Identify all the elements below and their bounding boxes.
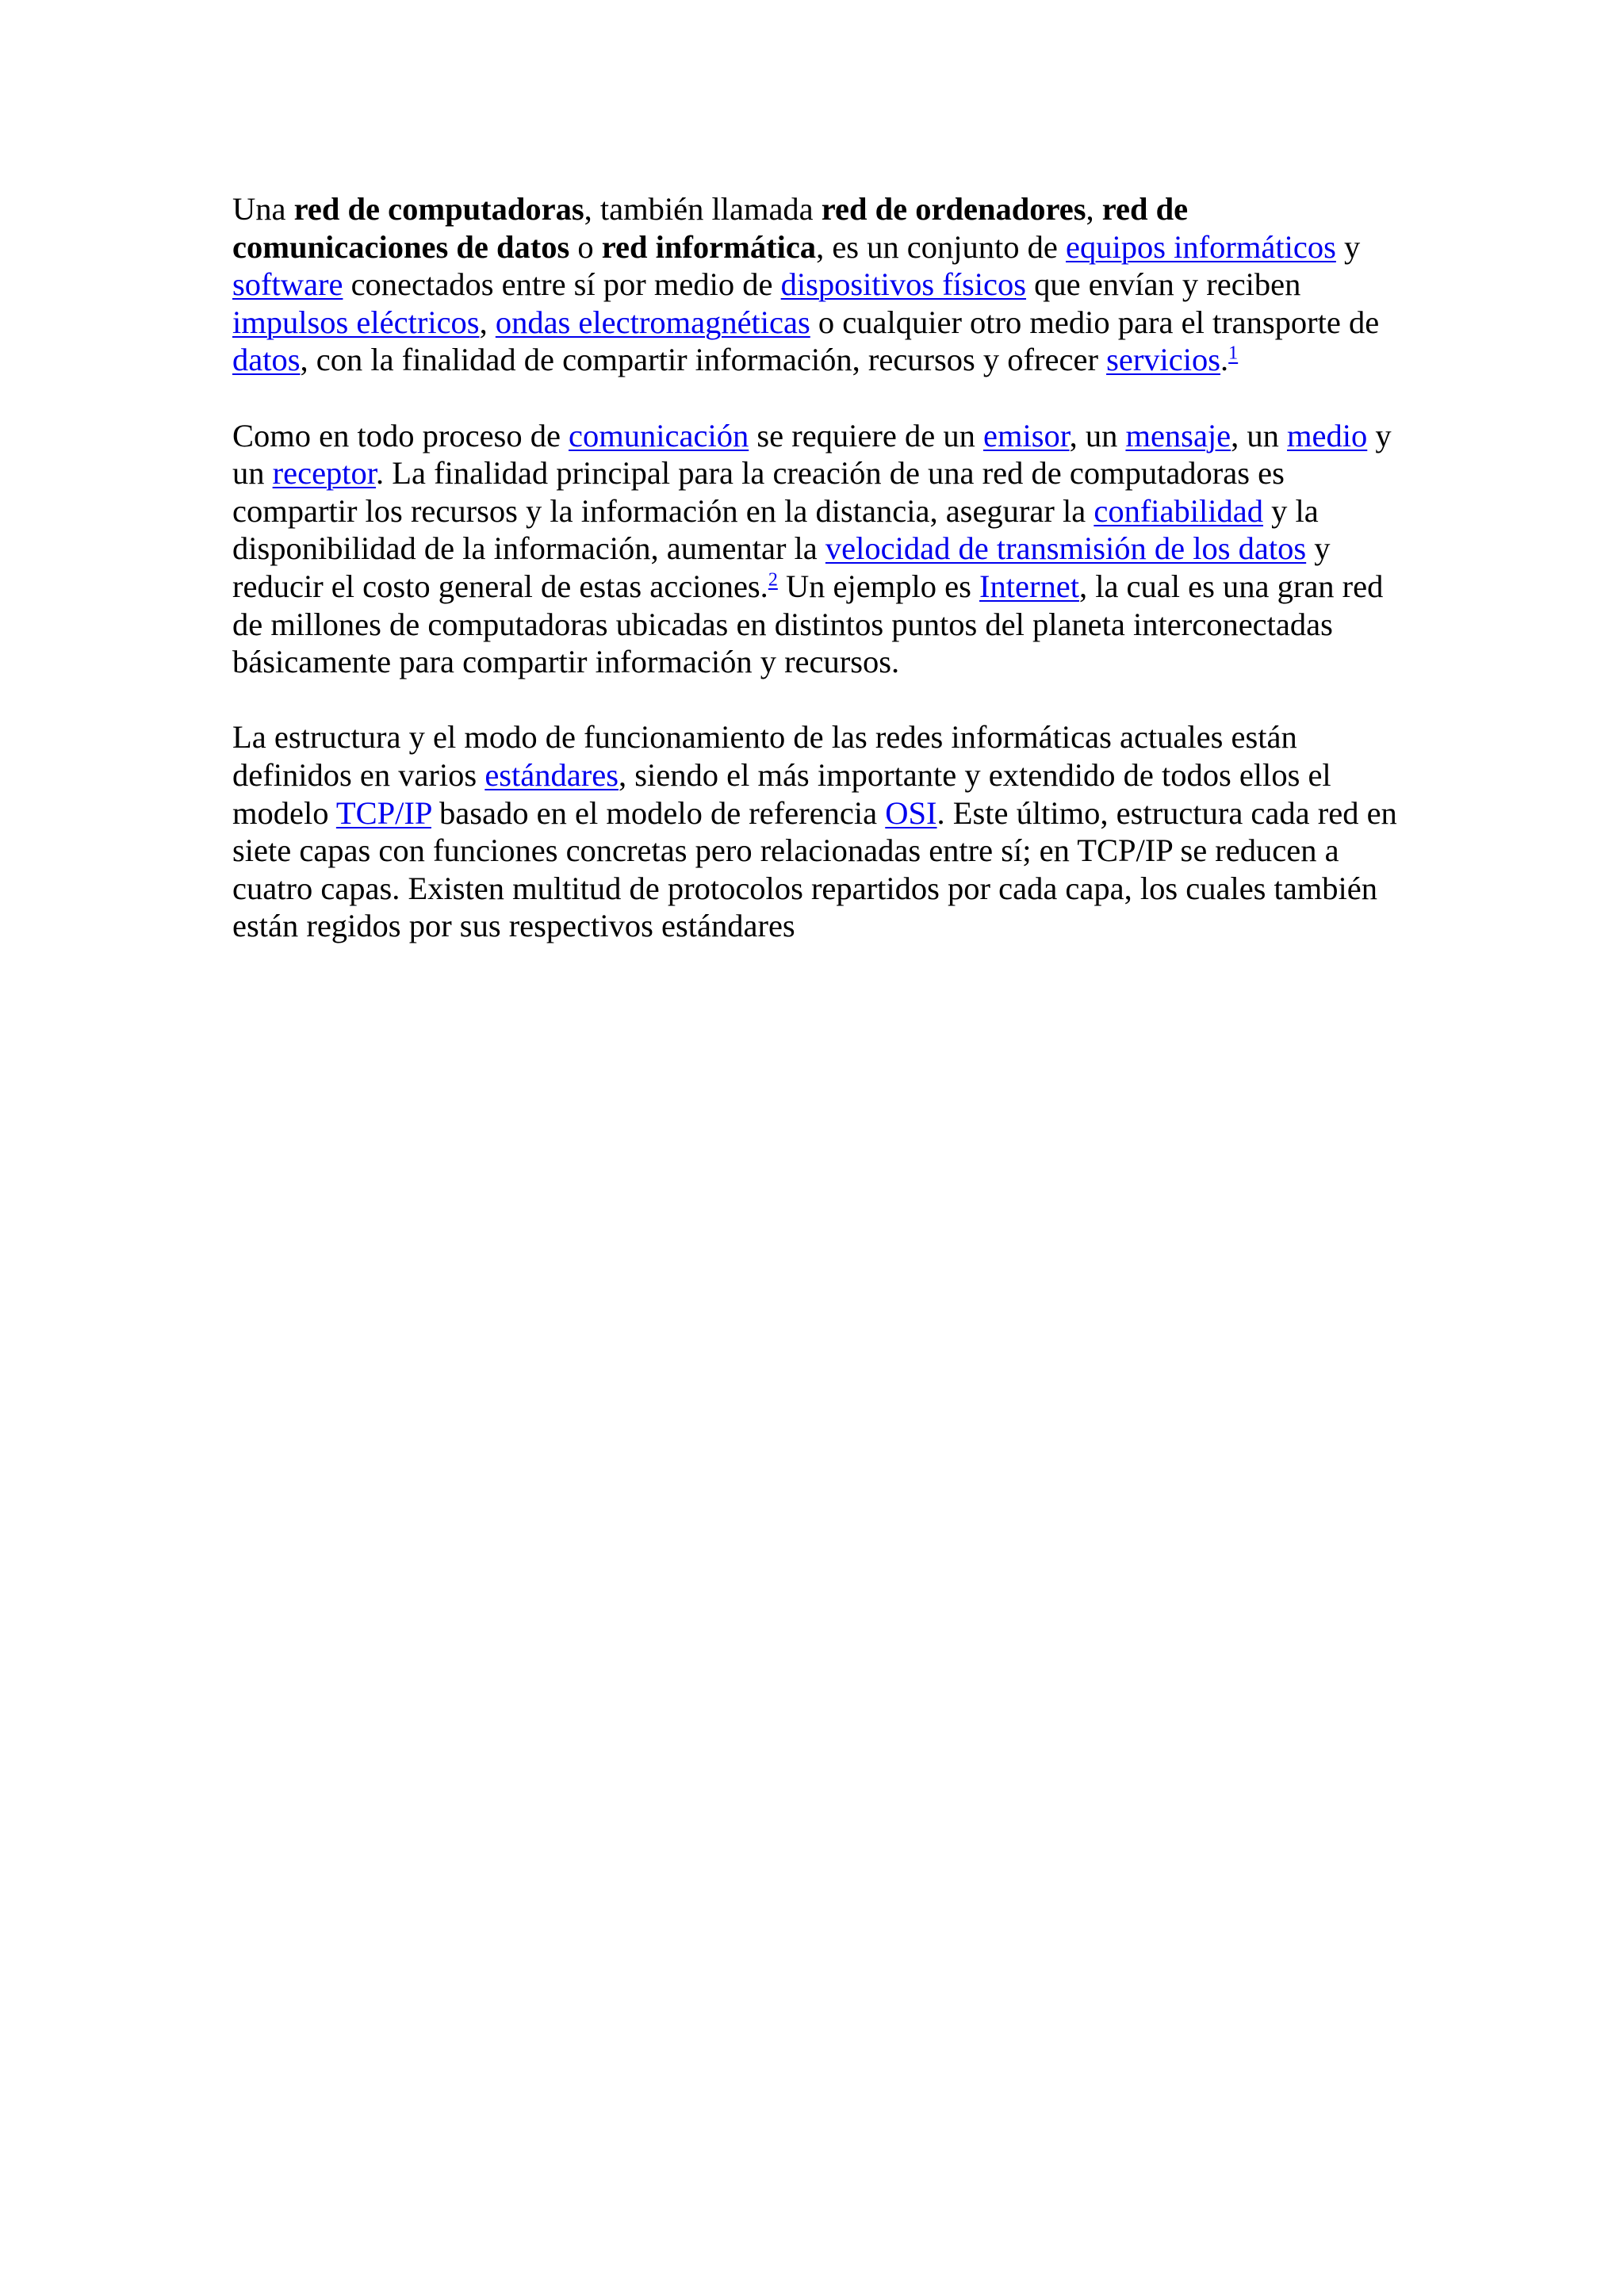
link-estandares[interactable]: estándares bbox=[485, 756, 619, 793]
body-text: La estructura y el modo de funcionamiento de las redes informáticas actuales están definidos en varios bbox=[232, 719, 1297, 793]
body-text: . La finalidad principal para la creación de una red de computadoras es compartir los recursos y la información en la distancia, asegurar la bbox=[232, 455, 1285, 529]
body-text: , con la finalidad de compartir información, recursos y ofrecer bbox=[300, 342, 1107, 378]
link-impulsos-electricos[interactable]: impulsos eléctricos bbox=[232, 304, 480, 340]
link-ondas-electromagneticas[interactable]: ondas electromagnéticas bbox=[495, 304, 810, 340]
link-datos[interactable]: datos bbox=[232, 342, 301, 378]
body-text: , también llamada bbox=[584, 191, 822, 227]
body-text: , es un conjunto de bbox=[816, 228, 1067, 265]
link-confiabilidad[interactable]: confiabilidad bbox=[1094, 492, 1264, 529]
body-text: y un bbox=[232, 417, 1392, 492]
body-text: conectados entre sí por medio de bbox=[343, 266, 781, 303]
body-text: . Este último, estructura cada red en siete capas con funciones concretas pero relacionadas entre sí; en TCP/IP se reducen a cuatro capas. Existen multitud de protocolos repartidos por cada capa, los cuales también están regidos por sus respectivos estándares bbox=[232, 794, 1397, 944]
footnote-ref bbox=[1228, 343, 1238, 364]
link-internet[interactable]: Internet bbox=[979, 568, 1079, 604]
body-text: , siendo el más importante y extendido de todos ellos el modelo bbox=[232, 756, 1331, 831]
paragraph-1 bbox=[232, 190, 1400, 379]
footnote-ref bbox=[768, 569, 778, 590]
body-text: , la cual es una gran red de millones de computadoras ubicadas en distintos puntos del planeta interconectadas básicamente para compartir información y recursos. bbox=[232, 568, 1384, 680]
paragraph-3 bbox=[232, 718, 1400, 945]
link-medio[interactable]: medio bbox=[1287, 417, 1368, 453]
bold-term-red-de-ordenadores: red de ordenadores bbox=[821, 191, 1086, 227]
body-text: que envían y reciben bbox=[1026, 266, 1301, 303]
link-osi[interactable]: OSI bbox=[885, 794, 937, 831]
body-text: y la disponibilidad de la información, aumentar la bbox=[232, 492, 1319, 567]
body-text: , bbox=[479, 304, 496, 340]
body-text: y bbox=[1335, 228, 1361, 265]
body-text: o bbox=[569, 228, 602, 265]
body-text: se requiere de un bbox=[749, 417, 983, 453]
body-text: , un bbox=[1231, 417, 1288, 453]
body-text: , un bbox=[1069, 417, 1126, 453]
footnote-link-2[interactable]: 2 bbox=[768, 569, 778, 591]
link-velocidad-de-transmision-de-los-datos[interactable]: velocidad de transmisión de los datos bbox=[825, 530, 1307, 567]
link-receptor[interactable]: receptor bbox=[272, 455, 377, 492]
bold-term-red-de-computadoras: red de computadoras bbox=[293, 191, 584, 227]
body-text: , bbox=[1086, 191, 1102, 227]
bold-term-red-de-comunicaciones-de-datos: red de comunicaciones de datos bbox=[232, 191, 1189, 265]
body-text: Una bbox=[232, 191, 294, 227]
body-text: Un ejemplo es bbox=[777, 568, 980, 604]
link-equipos-informaticos[interactable]: equipos informáticos bbox=[1066, 228, 1336, 265]
document-body bbox=[232, 190, 1400, 982]
link-mensaje[interactable]: mensaje bbox=[1125, 417, 1231, 453]
link-software[interactable]: software bbox=[232, 266, 343, 303]
body-text: o cualquier otro medio para el transporte de bbox=[810, 304, 1380, 340]
link-emisor[interactable]: emisor bbox=[982, 417, 1070, 453]
paragraph-2 bbox=[232, 417, 1400, 681]
bold-term-red-informatica: red informática bbox=[601, 228, 817, 265]
link-servicios[interactable]: servicios bbox=[1106, 342, 1221, 378]
link-tcp-ip[interactable]: TCP/IP bbox=[335, 794, 431, 831]
body-text: Como en todo proceso de bbox=[232, 417, 569, 453]
link-comunicacion[interactable]: comunicación bbox=[569, 417, 749, 453]
link-dispositivos-fisicos[interactable]: dispositivos físicos bbox=[780, 266, 1027, 303]
body-text: y reducir el costo general de estas acciones. bbox=[232, 530, 1331, 604]
body-text: basado en el modelo de referencia bbox=[431, 794, 886, 831]
footnote-link-1[interactable]: 1 bbox=[1228, 342, 1239, 364]
body-text: . bbox=[1220, 342, 1229, 378]
